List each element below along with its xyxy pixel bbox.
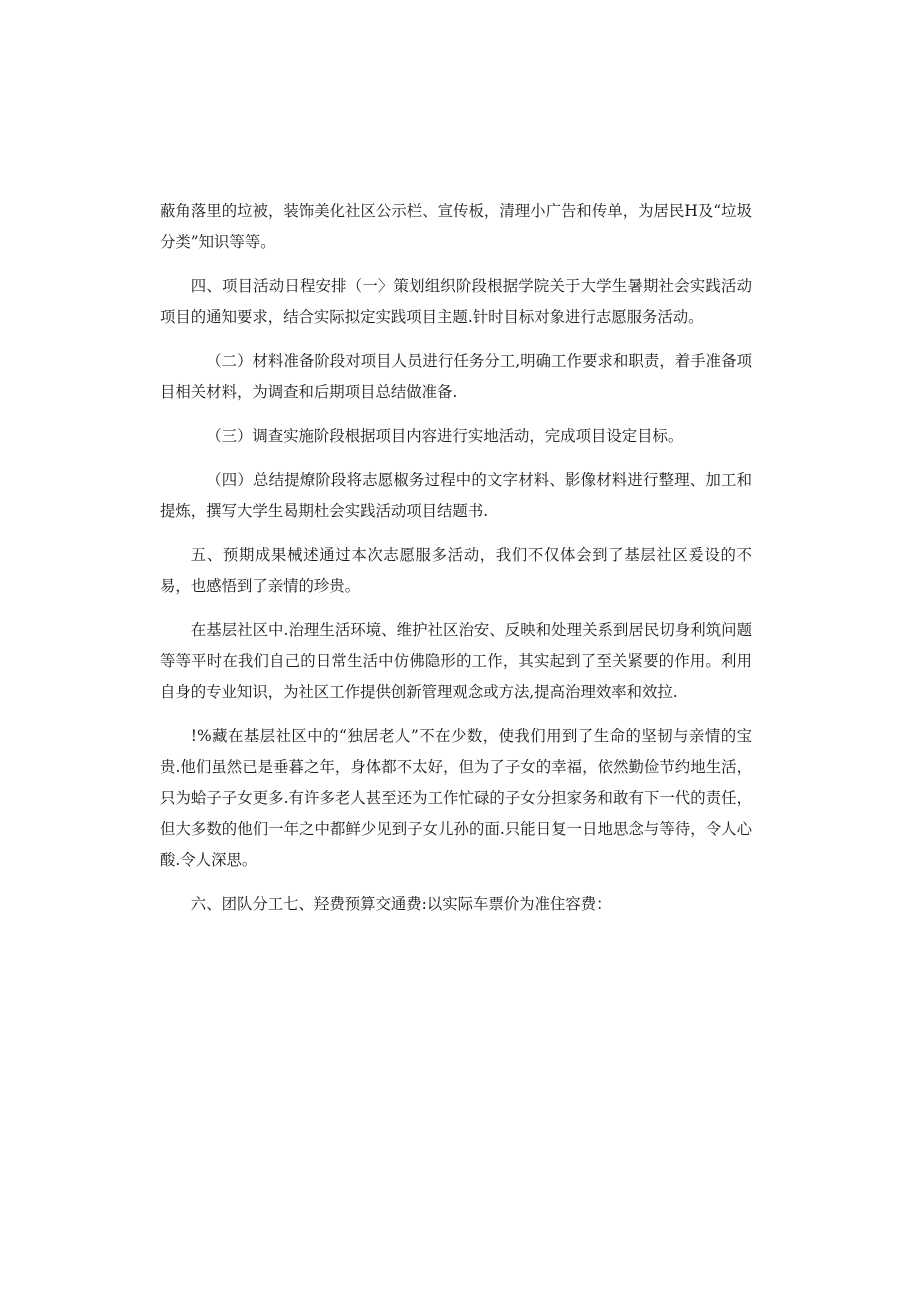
paragraph-stage-three: （三）调查实施阶段根据项目内容进行实地活动，完成项目设定目标。	[206, 427, 684, 445]
document-body	[160, 196, 752, 933]
paragraph-elderly: !%藏在基层社区中的“独居老人”不在少数，使我们用到了生命的坚韧与亲情的宝贵.他们虽然已是垂暮之年，身体都不太好，但为了子女的幸福，依然勤俭节约地生活，只为蛤子子女更多.有许多老人甚至还为工作忙碌的子女分担家务和敢有下一代的责任，但大多数的他们一年之中都鲜少见到子女儿孙的面.只能日复一日地思念与等待，令人心酸.令人深思。	[160, 727, 752, 869]
paragraph-section-six-seven: 六、团队分工七、羟费预算交通费:以实际车票价为准住容费：	[190, 895, 612, 913]
paragraph-continuation: 蔽角落里的垃被，装饰美化社区公示栏、宣传板，清理小广告和传单，为居民H及“垃圾分类”知识等等。	[160, 202, 752, 251]
paragraph-section-five: 五、预期成果械述通过本次志愿服多活动，我们不仅体会到了基层社区爰设的不易，也感悟到了亲情的珍贵。	[160, 546, 752, 595]
paragraph-community-governance: 在基层社区中.治理生活环境、维护社区治安、反映和处理关系到居民切身利筑问题等等平时在我们自己的日常生活中仿佛隐形的工作，其实起到了至关紧要的作用。利用自身的专业知识，为社区工作提供创新管理观念或方法,提高治理效率和效拉.	[160, 621, 752, 701]
paragraph-section-four: 四、项目活动日程安排（一〉策划组织阶段根据学院关于大学生暑期社会实践活动项目的通知要求，结合实际拟定实践项目主题.针时目标对象进行志愿服务活动。	[160, 277, 752, 326]
paragraph-stage-four: （四）总结提燎阶段将志愿椒务过程中的文字材料、影像材料进行整理、加工和提炼，撰写大学生曷期杜会实践活动项目结题书.	[160, 471, 752, 520]
paragraph-stage-two: （二）材料准备阶段对项目人员进行任务分工,明确工作要求和职责，着手准备项目相关材料，为调查和后期项目总结做准备.	[160, 352, 752, 401]
